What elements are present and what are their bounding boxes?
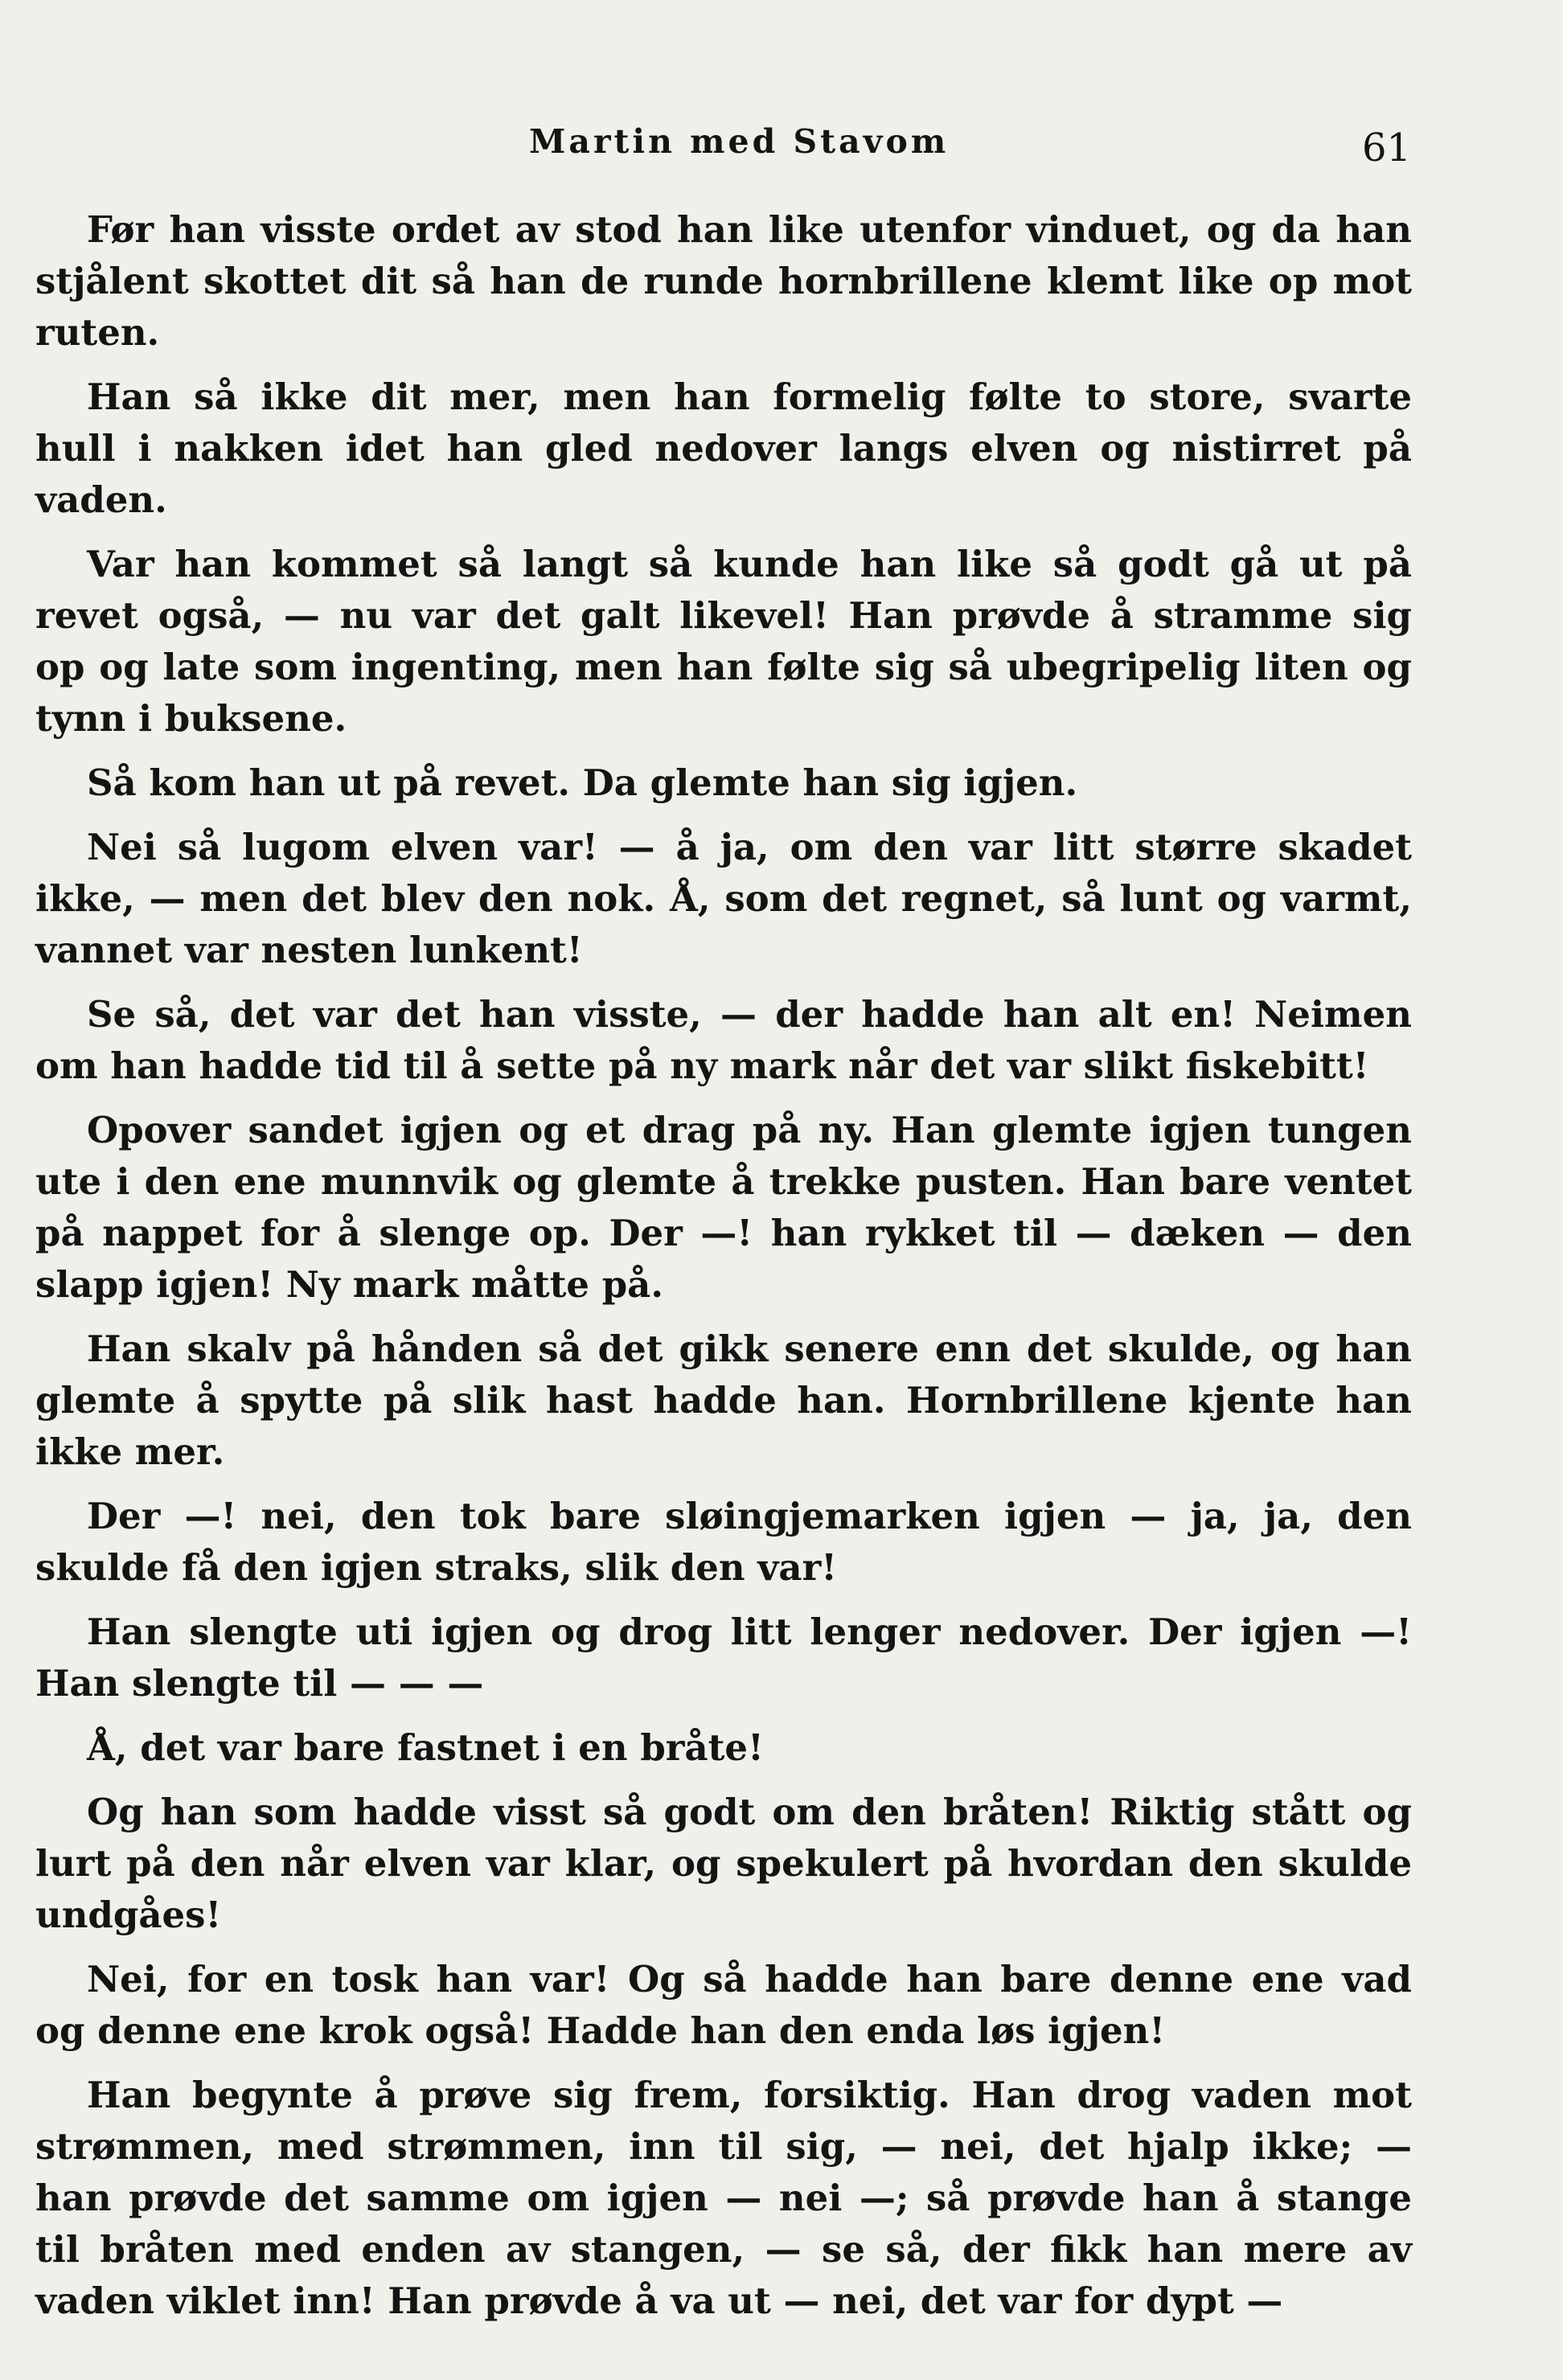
paragraph [35, 1954, 1412, 2057]
text-line: Å, det var bare fastnet i en bråte! [87, 1726, 764, 1769]
text-line: og denne ene krok også! Hadde han den enda løs igjen! [35, 2009, 1166, 2052]
paragraph [35, 1606, 1412, 1709]
text-line: Og han som hadde visst så godt om den bråten! Riktig stått og [87, 1791, 1412, 1833]
body-text [35, 204, 1412, 2340]
paragraph [35, 1323, 1412, 1478]
text-line: ute i den ene munnvik og glemte å trekke pusten. Han bare ventet [35, 1160, 1412, 1203]
text-line: Nei, for en tosk han var! Og så hadde han bare denne ene vad [87, 1958, 1412, 2000]
text-line: glemte å spytte på slik hast hadde han. Hornbrillene kjente han [35, 1379, 1412, 1422]
text-line: Han begynte å prøve sig frem, forsiktig. Han drog vaden mot [87, 2074, 1412, 2116]
text-line: lurt på den når elven var klar, og spekulert på hvordan den skulde [35, 1842, 1412, 1885]
page-number: 61 [1362, 125, 1412, 170]
text-line: Han så ikke dit mer, men han formelig følte to store, svarte [87, 375, 1412, 418]
paragraph [35, 371, 1412, 526]
text-line: Så kom han ut på revet. Da glemte han sig igjen. [87, 761, 1078, 804]
paragraph [35, 2070, 1412, 2327]
text-line: Før han visste ordet av stod han like utenfor vinduet, og da han [87, 208, 1412, 251]
paragraph [35, 1491, 1412, 1594]
text-line: vaden viklet inn! Han prøvde å va ut — nei, det var for dypt — [35, 2279, 1283, 2322]
text-line: Han skalv på hånden så det gikk senere enn det skulde, og han [87, 1327, 1412, 1370]
text-line: Opover sandet igjen og et drag på ny. Han glemte igjen tungen [87, 1109, 1412, 1151]
paragraph [35, 204, 1412, 359]
running-head [0, 119, 1563, 170]
text-line: på nappet for å slenge op. Der —! han rykket til — dæken — den [35, 1212, 1412, 1254]
text-line: Se så, det var det han visste, — der hadde han alt en! Neimen [87, 993, 1412, 1036]
paragraph [35, 539, 1412, 745]
text-line: Der —! nei, den tok bare sløingjemarken igjen — ja, ja, den [87, 1495, 1412, 1537]
text-line: Var han kommet så langt så kunde han like så godt gå ut på [87, 543, 1412, 585]
text-line: tynn i buksene. [35, 697, 347, 740]
paragraph [35, 757, 1412, 809]
paragraph [35, 1105, 1412, 1311]
paragraph [35, 1722, 1412, 1774]
text-line: ikke, — men det blev den nok. Å, som det regnet, så lunt og varmt, [35, 877, 1412, 920]
text-line: han prøvde det samme om igjen — nei —; så prøvde han å stange [35, 2177, 1412, 2219]
paragraph [35, 822, 1412, 976]
text-line: revet også, — nu var det galt likevel! Han prøvde å stramme sig [35, 594, 1412, 637]
text-line: vannet var nesten lunkent! [35, 929, 583, 971]
paragraph [35, 1787, 1412, 1941]
text-line: Han slengte uti igjen og drog litt lenger nedover. Der igjen —! [87, 1611, 1412, 1653]
text-line: om han hadde tid til å sette på ny mark når det var slikt fiskebitt! [35, 1044, 1369, 1087]
text-line: vaden. [35, 478, 167, 521]
text-line: til bråten med enden av stangen, — se så, der fikk han mere av [35, 2228, 1412, 2271]
text-line: strømmen, med strømmen, inn til sig, — nei, det hjalp ikke; — [35, 2125, 1412, 2168]
text-line: op og late som ingenting, men han følte sig så ubegripelig liten og [35, 646, 1412, 688]
text-line: hull i nakken idet han gled nedover langs elven og nistirret på [35, 427, 1412, 470]
text-line: Nei så lugom elven var! — å ja, om den var litt større skadet [87, 826, 1412, 868]
text-line: ruten. [35, 311, 160, 354]
running-title: Martin med Stavom [529, 122, 950, 161]
text-line: ikke mer. [35, 1430, 225, 1473]
text-line: stjålent skottet dit så han de runde hornbrillene klemt like op mot [35, 260, 1412, 302]
paragraph [35, 989, 1412, 1092]
text-line: Han slengte til — — — [35, 1662, 484, 1705]
text-line: slapp igjen! Ny mark måtte på. [35, 1263, 663, 1306]
text-line: undgåes! [35, 1894, 222, 1936]
text-line: skulde få den igjen straks, slik den var! [35, 1546, 838, 1589]
